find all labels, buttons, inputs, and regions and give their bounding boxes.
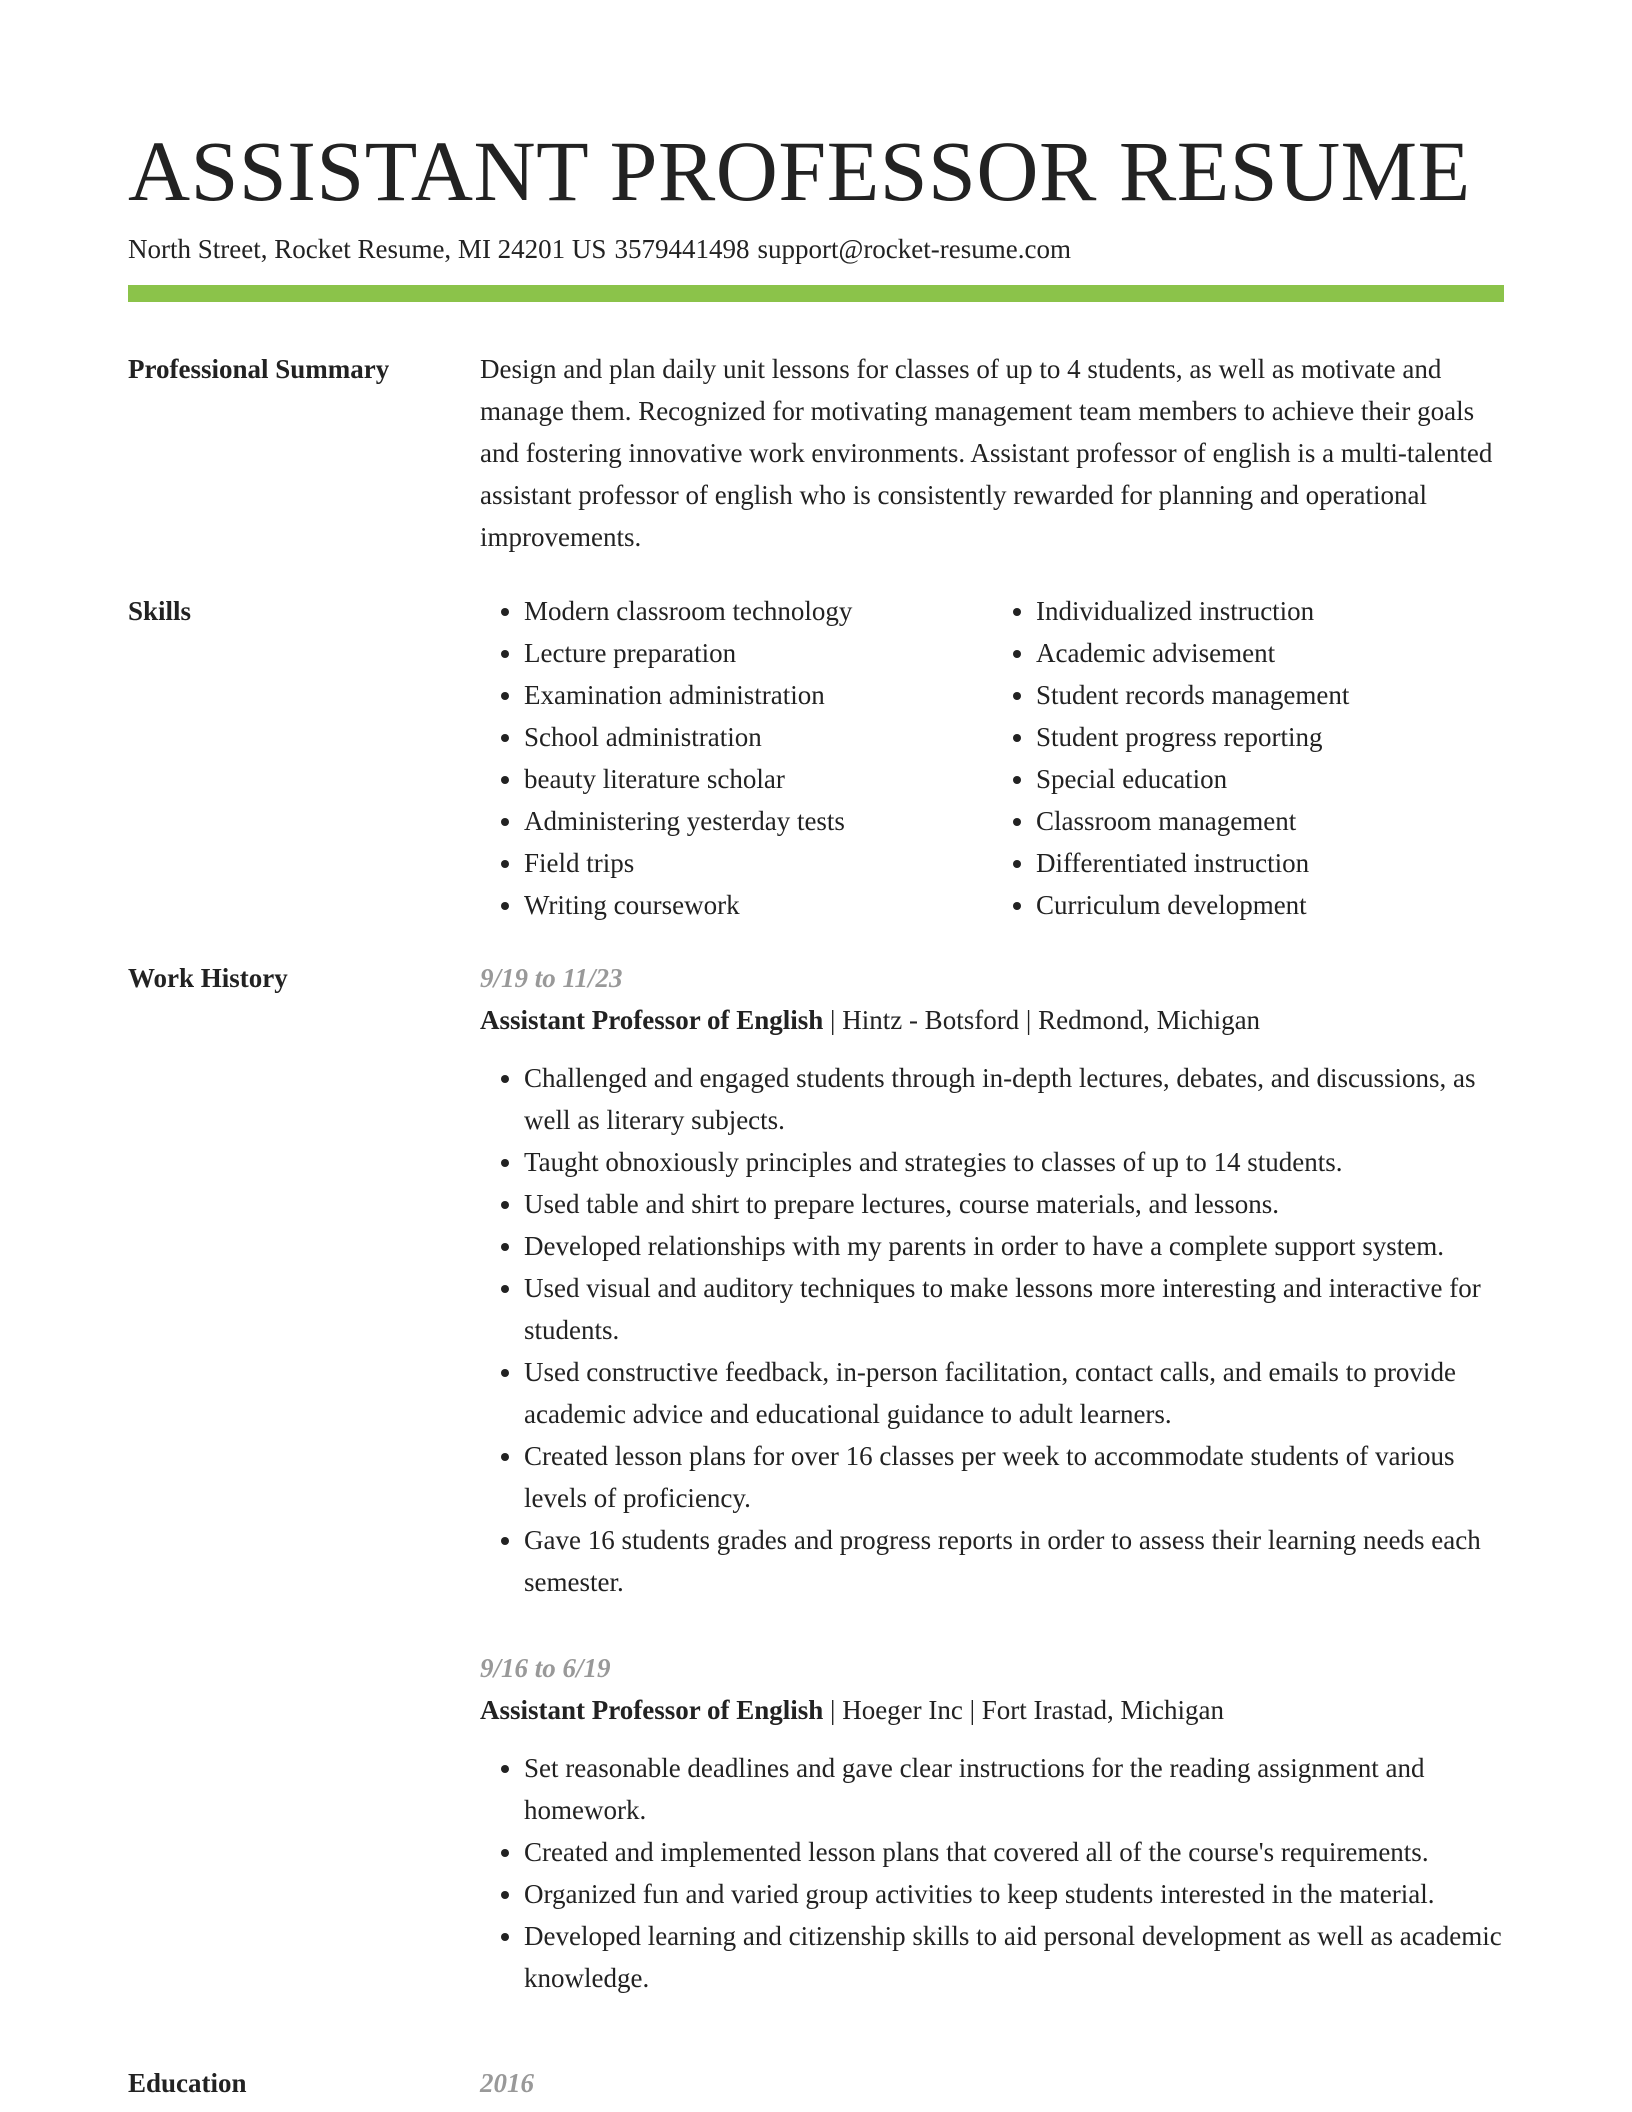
skill-item: • Differentiated instruction — [1036, 842, 1504, 884]
job-bullet: • Organized fun and varied group activities to keep students interested in the material. — [524, 1873, 1504, 1915]
job-details: | Hoeger Inc | Fort Irastad, Michigan — [823, 1695, 1224, 1725]
job-bullet-list — [480, 1057, 1504, 1603]
summary-body — [480, 348, 1504, 558]
job-bullet: • Set reasonable deadlines and gave clear instructions for the reading assignment and homework. — [524, 1747, 1504, 1831]
job-bullet: • Challenged and engaged students through in-depth lectures, debates, and discussions, as well as literary subjects. — [524, 1057, 1504, 1141]
job-title: Assistant Professor of English — [480, 1695, 824, 1725]
skill-item: • Special education — [1036, 758, 1504, 800]
summary-label: Professional Summary — [128, 354, 390, 384]
job-entry — [480, 957, 1504, 1603]
skills-label: Skills — [128, 596, 192, 626]
job-heading — [480, 999, 1504, 1041]
job-bullet: • Taught obnoxiously principles and strategies to classes of up to 14 students. — [524, 1141, 1504, 1183]
skill-item: • Curriculum development — [1036, 884, 1504, 926]
job-bullet: • Developed learning and citizenship skills to aid personal development as well as academic knowledge. — [524, 1915, 1504, 1999]
skills-list-right — [992, 590, 1504, 926]
skill-item: • Examination administration — [524, 674, 992, 716]
job-date: 9/19 to 11/23 — [480, 963, 623, 993]
job-bullet: • Gave 16 students grades and progress reports in order to assess their learning needs each semester. — [524, 1519, 1504, 1603]
skills-body — [480, 590, 1504, 926]
skill-item: • Writing coursework — [524, 884, 992, 926]
job-bullet: • Used visual and auditory techniques to make lessons more interesting and interactive for students. — [524, 1267, 1504, 1351]
skill-item: • beauty literature scholar — [524, 758, 992, 800]
job-bullet: • Created lesson plans for over 16 classes per week to accommodate students of various levels of proficiency. — [524, 1435, 1504, 1519]
job-bullet: • Used constructive feedback, in-person facilitation, contact calls, and emails to provide academic advice and educational guidance to adult learners. — [524, 1351, 1504, 1435]
skill-item: • School administration — [524, 716, 992, 758]
skill-item: • Academic advisement — [1036, 632, 1504, 674]
contact-line — [128, 230, 1079, 268]
skill-item: • Modern classroom technology — [524, 590, 992, 632]
summary-text: Design and plan daily unit lessons for classes of up to 4 students, as well as motivate and manage them. Recognized for motivating management team members to achieve their goals and fostering innovative work environments. Assistant professor of english is a multi-talented assistant professor of english who is consistently rewarded for planning and operational improvements. — [480, 354, 1493, 552]
job-bullet-list — [480, 1747, 1504, 1999]
contact-email[interactable]: support@rocket-resume.com — [757, 234, 1071, 264]
skills-list-left — [480, 590, 992, 926]
skill-item: • Student records management — [1036, 674, 1504, 716]
skill-item: • Student progress reporting — [1036, 716, 1504, 758]
job-details: | Hintz - Botsford | Redmond, Michigan — [823, 1005, 1261, 1035]
job-bullet: • Developed relationships with my parents in order to have a complete support system. — [524, 1225, 1504, 1267]
contact-address: North Street, Rocket Resume, MI 24201 US — [128, 234, 607, 264]
skill-item: • Individualized instruction — [1036, 590, 1504, 632]
job-bullet: • Created and implemented lesson plans that covered all of the course's requirements. — [524, 1831, 1504, 1873]
skills-columns — [480, 590, 1504, 926]
skill-item: • Field trips — [524, 842, 992, 884]
education-body — [480, 2062, 1504, 2104]
job-date: 9/16 to 6/19 — [480, 1653, 611, 1683]
job-title: Assistant Professor of English — [480, 1005, 824, 1035]
resume-title: ASSISTANT PROFESSOR RESUME — [128, 123, 1471, 219]
job-bullet: • Used table and shirt to prepare lectures, course materials, and lessons. — [524, 1183, 1504, 1225]
job-heading — [480, 1689, 1504, 1731]
job-entry — [480, 1647, 1504, 1999]
skill-item: • Administering yesterday tests — [524, 800, 992, 842]
work-history-body — [480, 957, 1504, 2043]
accent-divider — [128, 285, 1504, 302]
education-label: Education — [128, 2068, 247, 2098]
education-date: 2016 — [480, 2068, 534, 2098]
contact-phone: 3579441498 — [614, 234, 750, 264]
skill-item: • Lecture preparation — [524, 632, 992, 674]
work-history-label: Work History — [128, 963, 288, 993]
skill-item: • Classroom management — [1036, 800, 1504, 842]
